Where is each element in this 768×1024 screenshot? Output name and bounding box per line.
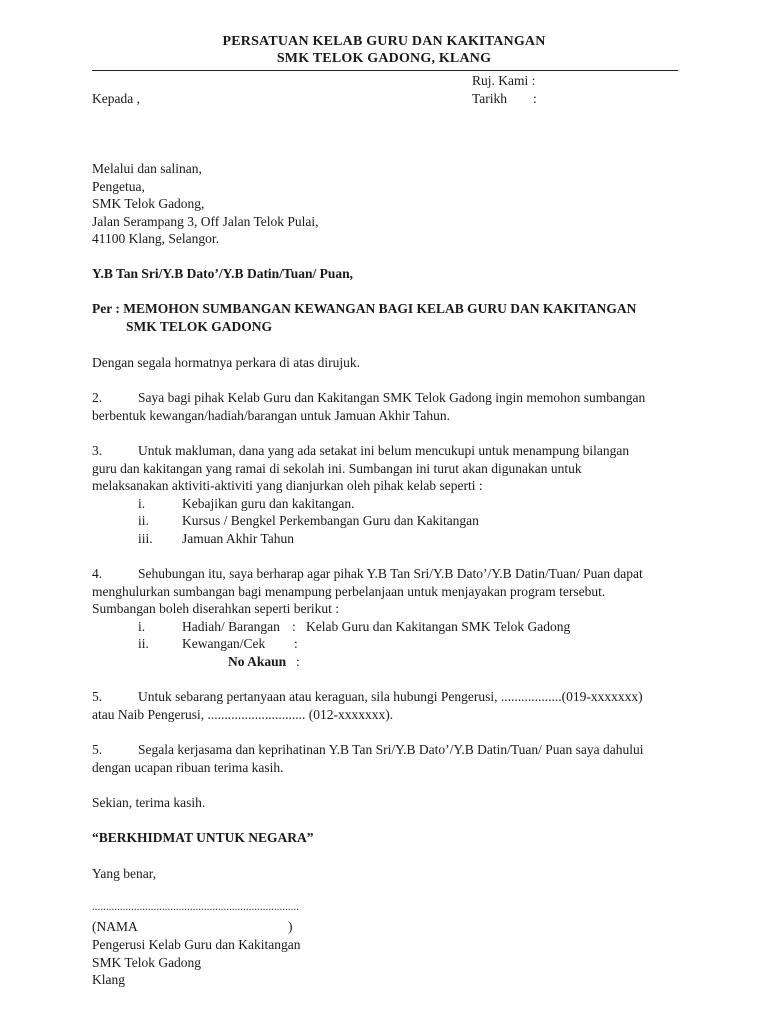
list-item-number: ii. <box>138 636 149 651</box>
hadiah-label: Hadiah/ Barangan <box>182 619 280 634</box>
nama-open: (NAMA <box>92 919 138 934</box>
via-line-3: SMK Telok Gadong, <box>92 196 205 211</box>
para-3-line-2: guru dan kakitangan yang ramai di sekolah ini. Sumbangan ini turut akan digunakan untuk <box>92 461 582 476</box>
via-line-1: Melalui dan salinan, <box>92 161 202 176</box>
para-3-line-1: Untuk makluman, dana yang ada setakat ini belum mencukupi untuk menampung bilangan <box>138 443 630 458</box>
letterhead-line-1: PERSATUAN KELAB GURU DAN KAKITANGAN <box>222 34 546 49</box>
no-akaun-colon: : <box>296 654 300 669</box>
list-item-number: i. <box>138 619 146 634</box>
via-line-2: Pengetua, <box>92 179 145 194</box>
para-5b-line-2: dengan ucapan ribuan terima kasih. <box>92 760 284 775</box>
kewangan-colon: : <box>294 636 298 651</box>
para-3-number: 3. <box>92 443 103 458</box>
para-5b-number: 5. <box>92 742 103 757</box>
hadiah-colon: : <box>292 619 296 634</box>
signatory-city: Klang <box>92 972 125 987</box>
letterhead-line-2: SMK TELOK GADONG, KLANG <box>276 51 492 66</box>
tarikh-colon: : <box>533 91 537 106</box>
tarikh-label: Tarikh <box>472 91 508 106</box>
para-5b-line-1: Segala kerjasama dan keprihatinan Y.B Tan Sri/Y.B Dato’/Y.B Datin/Tuan/ Puan saya dahului <box>138 742 644 757</box>
ruj-kami-label: Ruj. Kami : <box>472 73 536 88</box>
via-line-4: Jalan Serampang 3, Off Jalan Telok Pulai, <box>92 214 319 229</box>
list-item-text: Kebajikan guru dan kakitangan. <box>182 496 355 511</box>
signature-line: .......................................................................... <box>92 902 300 913</box>
signatory-title: Pengerusi Kelab Guru dan Kakitangan <box>92 937 301 952</box>
yang-benar: Yang benar, <box>92 866 157 881</box>
list-item-number: iii. <box>138 531 153 546</box>
kepada-label: Kepada , <box>92 91 140 106</box>
para-4-line-1: Sehubungan itu, saya berharap agar pihak Y.B Tan Sri/Y.B Dato’/Y.B Datin/Tuan/ Puan dapat <box>138 566 643 581</box>
list-item-text: Kursus / Bengkel Perkembangan Guru dan Kakitangan <box>182 513 479 528</box>
para-2-number: 2. <box>92 390 103 405</box>
para-5a-line-1: Untuk sebarang pertanyaan atau keraguan, sila hubungi Pengerusi, ..................(019-xxxxxxx) <box>138 689 643 704</box>
via-line-5: 41100 Klang, Selangor. <box>92 231 219 246</box>
para-4-line-2: menghulurkan sumbangan bagi menampung perbelanjaan untuk menjayakan program tersebut. <box>92 584 606 599</box>
para-2-line-2: berbentuk kewangan/hadiah/barangan untuk Jamuan Akhir Tahun. <box>92 408 450 423</box>
signatory-org: SMK Telok Gadong <box>92 955 202 970</box>
nama-close: ) <box>288 919 293 934</box>
salutation: Y.B Tan Sri/Y.B Dato’/Y.B Datin/Tuan/ Puan, <box>92 266 353 281</box>
para-4-line-3: Sumbangan boleh diserahkan seperti berikut : <box>92 601 340 616</box>
list-item-number: i. <box>138 496 146 511</box>
no-akaun-label: No Akaun <box>228 654 287 669</box>
subject-line-1: Per : MEMOHON SUMBANGAN KEWANGAN BAGI KELAB GURU DAN KAKITANGAN <box>92 301 637 316</box>
header-divider <box>92 70 678 71</box>
list-item-number: ii. <box>138 513 149 528</box>
para-2-line-1: Saya bagi pihak Kelab Guru dan Kakitangan SMK Telok Gadong ingin memohon sumbangan <box>138 390 646 405</box>
para-4-number: 4. <box>92 566 103 581</box>
hadiah-value: Kelab Guru dan Kakitangan SMK Telok Gadong <box>306 619 571 634</box>
para-5a-line-2: atau Naib Pengerusi, ............................. (012-xxxxxxx). <box>92 707 394 722</box>
kewangan-label: Kewangan/Cek <box>182 636 266 651</box>
list-item-text: Jamuan Akhir Tahun <box>182 531 295 546</box>
closing-line: Sekian, terima kasih. <box>92 795 206 810</box>
opening-line: Dengan segala hormatnya perkara di atas dirujuk. <box>92 355 361 370</box>
subject-line-2: SMK TELOK GADONG <box>126 319 273 334</box>
para-5a-number: 5. <box>92 689 103 704</box>
para-3-line-3: melaksanakan aktiviti-aktiviti yang dianjurkan oleh pihak kelab seperti : <box>92 478 483 493</box>
motto: “BERKHIDMAT UNTUK NEGARA” <box>92 830 314 845</box>
